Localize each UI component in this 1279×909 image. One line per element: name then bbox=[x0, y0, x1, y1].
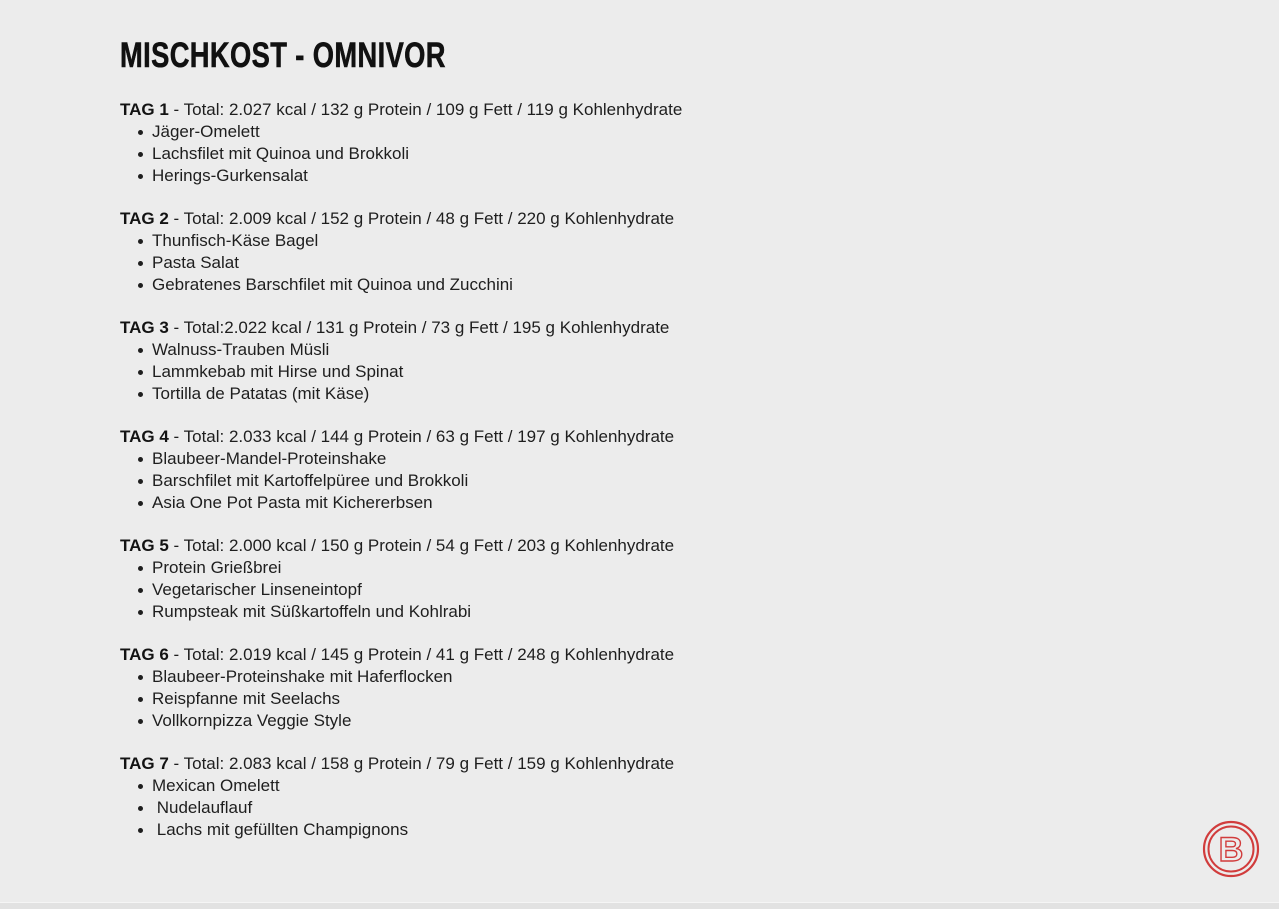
bullet-icon bbox=[138, 261, 143, 266]
list-item bbox=[120, 470, 820, 492]
day-label: TAG 5 bbox=[120, 536, 169, 555]
day-block-4 bbox=[120, 426, 820, 514]
brand-logo-b-icon bbox=[1202, 820, 1260, 878]
day-label: TAG 6 bbox=[120, 645, 169, 664]
list-item bbox=[120, 557, 820, 579]
list-item bbox=[120, 797, 820, 819]
bullet-icon bbox=[138, 479, 143, 484]
day-total: - Total: 2.009 kcal / 152 g Protein / 48 g Fett / 220 g Kohlenhydrate bbox=[168, 209, 675, 228]
meal-list bbox=[120, 557, 820, 623]
bullet-icon bbox=[138, 697, 143, 702]
day-total: - Total: 2.019 kcal / 145 g Protein / 41 g Fett / 248 g Kohlenhydrate bbox=[168, 645, 675, 664]
brand-logo bbox=[1202, 820, 1260, 878]
day-header bbox=[120, 426, 820, 448]
day-header bbox=[120, 535, 820, 557]
meal-name: Tortilla de Patatas (mit Käse) bbox=[152, 384, 370, 403]
bullet-icon bbox=[138, 392, 143, 397]
day-header bbox=[120, 644, 820, 666]
bullet-icon bbox=[138, 457, 143, 462]
bullet-icon bbox=[138, 719, 143, 724]
bullet-icon bbox=[138, 370, 143, 375]
list-item bbox=[120, 121, 820, 143]
bullet-icon bbox=[138, 675, 143, 680]
day-label: TAG 1 bbox=[120, 100, 169, 119]
day-block-1 bbox=[120, 99, 820, 187]
bullet-icon bbox=[138, 283, 143, 288]
day-label: TAG 4 bbox=[120, 427, 169, 446]
list-item bbox=[120, 274, 820, 296]
meal-list bbox=[120, 666, 820, 732]
logo-letter: B bbox=[1218, 831, 1244, 869]
meal-name: Barschfilet mit Kartoffelpüree und Brokkoli bbox=[152, 471, 469, 490]
day-label: TAG 3 bbox=[120, 318, 169, 337]
list-item bbox=[120, 601, 820, 623]
day-total: - Total: 2.027 kcal / 132 g Protein / 109 g Fett / 119 g Kohlenhydrate bbox=[168, 100, 683, 119]
meal-name: Jäger-Omelett bbox=[152, 122, 260, 141]
meal-list bbox=[120, 448, 820, 514]
bullet-icon bbox=[138, 806, 143, 811]
list-item bbox=[120, 688, 820, 710]
meal-name: Vegetarischer Linseneintopf bbox=[152, 580, 362, 599]
meal-list bbox=[120, 339, 820, 405]
day-header bbox=[120, 99, 820, 121]
bullet-icon bbox=[138, 784, 143, 789]
bullet-icon bbox=[138, 152, 143, 157]
list-item bbox=[120, 230, 820, 252]
bullet-icon bbox=[138, 828, 143, 833]
day-block-6 bbox=[120, 644, 820, 732]
day-block-7 bbox=[120, 753, 820, 841]
bullet-icon bbox=[138, 348, 143, 353]
day-block-5 bbox=[120, 535, 820, 623]
list-item bbox=[120, 579, 820, 601]
day-header bbox=[120, 753, 820, 775]
list-item bbox=[120, 339, 820, 361]
bullet-icon bbox=[138, 566, 143, 571]
day-header bbox=[120, 208, 820, 230]
list-item bbox=[120, 448, 820, 470]
list-item bbox=[120, 666, 820, 688]
list-item bbox=[120, 492, 820, 514]
meal-name: Walnuss-Trauben Müsli bbox=[152, 340, 330, 359]
meal-name: Pasta Salat bbox=[152, 253, 239, 272]
meal-name: Thunfisch-Käse Bagel bbox=[152, 231, 319, 250]
page-title: MISCHKOST - OMNIVOR bbox=[120, 36, 446, 75]
day-total: - Total: 2.083 kcal / 158 g Protein / 79 g Fett / 159 g Kohlenhydrate bbox=[168, 754, 675, 773]
meal-name: Reispfanne mit Seelachs bbox=[152, 689, 341, 708]
bullet-icon bbox=[138, 130, 143, 135]
meal-list bbox=[120, 121, 820, 187]
list-item bbox=[120, 710, 820, 732]
day-total: - Total: 2.033 kcal / 144 g Protein / 63 g Fett / 197 g Kohlenhydrate bbox=[168, 427, 675, 446]
bullet-icon bbox=[138, 239, 143, 244]
meal-plan bbox=[120, 99, 820, 862]
bullet-icon bbox=[138, 588, 143, 593]
meal-name: Vollkornpizza Veggie Style bbox=[152, 711, 352, 730]
day-label: TAG 7 bbox=[120, 754, 169, 773]
bullet-icon bbox=[138, 501, 143, 506]
meal-list bbox=[120, 775, 820, 841]
bullet-icon bbox=[138, 610, 143, 615]
day-label: TAG 2 bbox=[120, 209, 169, 228]
list-item bbox=[120, 165, 820, 187]
list-item bbox=[120, 252, 820, 274]
list-item bbox=[120, 383, 820, 405]
list-item bbox=[120, 775, 820, 797]
meal-name: Lammkebab mit Hirse und Spinat bbox=[152, 362, 404, 381]
meal-list bbox=[120, 230, 820, 296]
meal-name: Asia One Pot Pasta mit Kichererbsen bbox=[152, 493, 433, 512]
day-total: - Total: 2.000 kcal / 150 g Protein / 54 g Fett / 203 g Kohlenhydrate bbox=[168, 536, 675, 555]
meal-name: Rumpsteak mit Süßkartoffeln und Kohlrabi bbox=[152, 602, 472, 621]
bottom-edge-divider bbox=[0, 902, 1279, 909]
meal-name: Mexican Omelett bbox=[152, 776, 280, 795]
meal-name: Lachsfilet mit Quinoa und Brokkoli bbox=[152, 144, 410, 163]
list-item bbox=[120, 819, 820, 841]
bullet-icon bbox=[138, 174, 143, 179]
meal-name: Lachs mit gefüllten Champignons bbox=[152, 820, 409, 839]
day-block-2 bbox=[120, 208, 820, 296]
meal-name: Protein Grießbrei bbox=[152, 558, 282, 577]
meal-name: Nudelauflauf bbox=[152, 798, 253, 817]
meal-name: Blaubeer-Proteinshake mit Haferflocken bbox=[152, 667, 453, 686]
day-header bbox=[120, 317, 820, 339]
meal-name: Gebratenes Barschfilet mit Quinoa und Zucchini bbox=[152, 275, 513, 294]
list-item bbox=[120, 361, 820, 383]
day-total: - Total:2.022 kcal / 131 g Protein / 73 g Fett / 195 g Kohlenhydrate bbox=[168, 318, 670, 337]
meal-name: Blaubeer-Mandel-Proteinshake bbox=[152, 449, 387, 468]
day-block-3 bbox=[120, 317, 820, 405]
list-item bbox=[120, 143, 820, 165]
meal-name: Herings-Gurkensalat bbox=[152, 166, 308, 185]
